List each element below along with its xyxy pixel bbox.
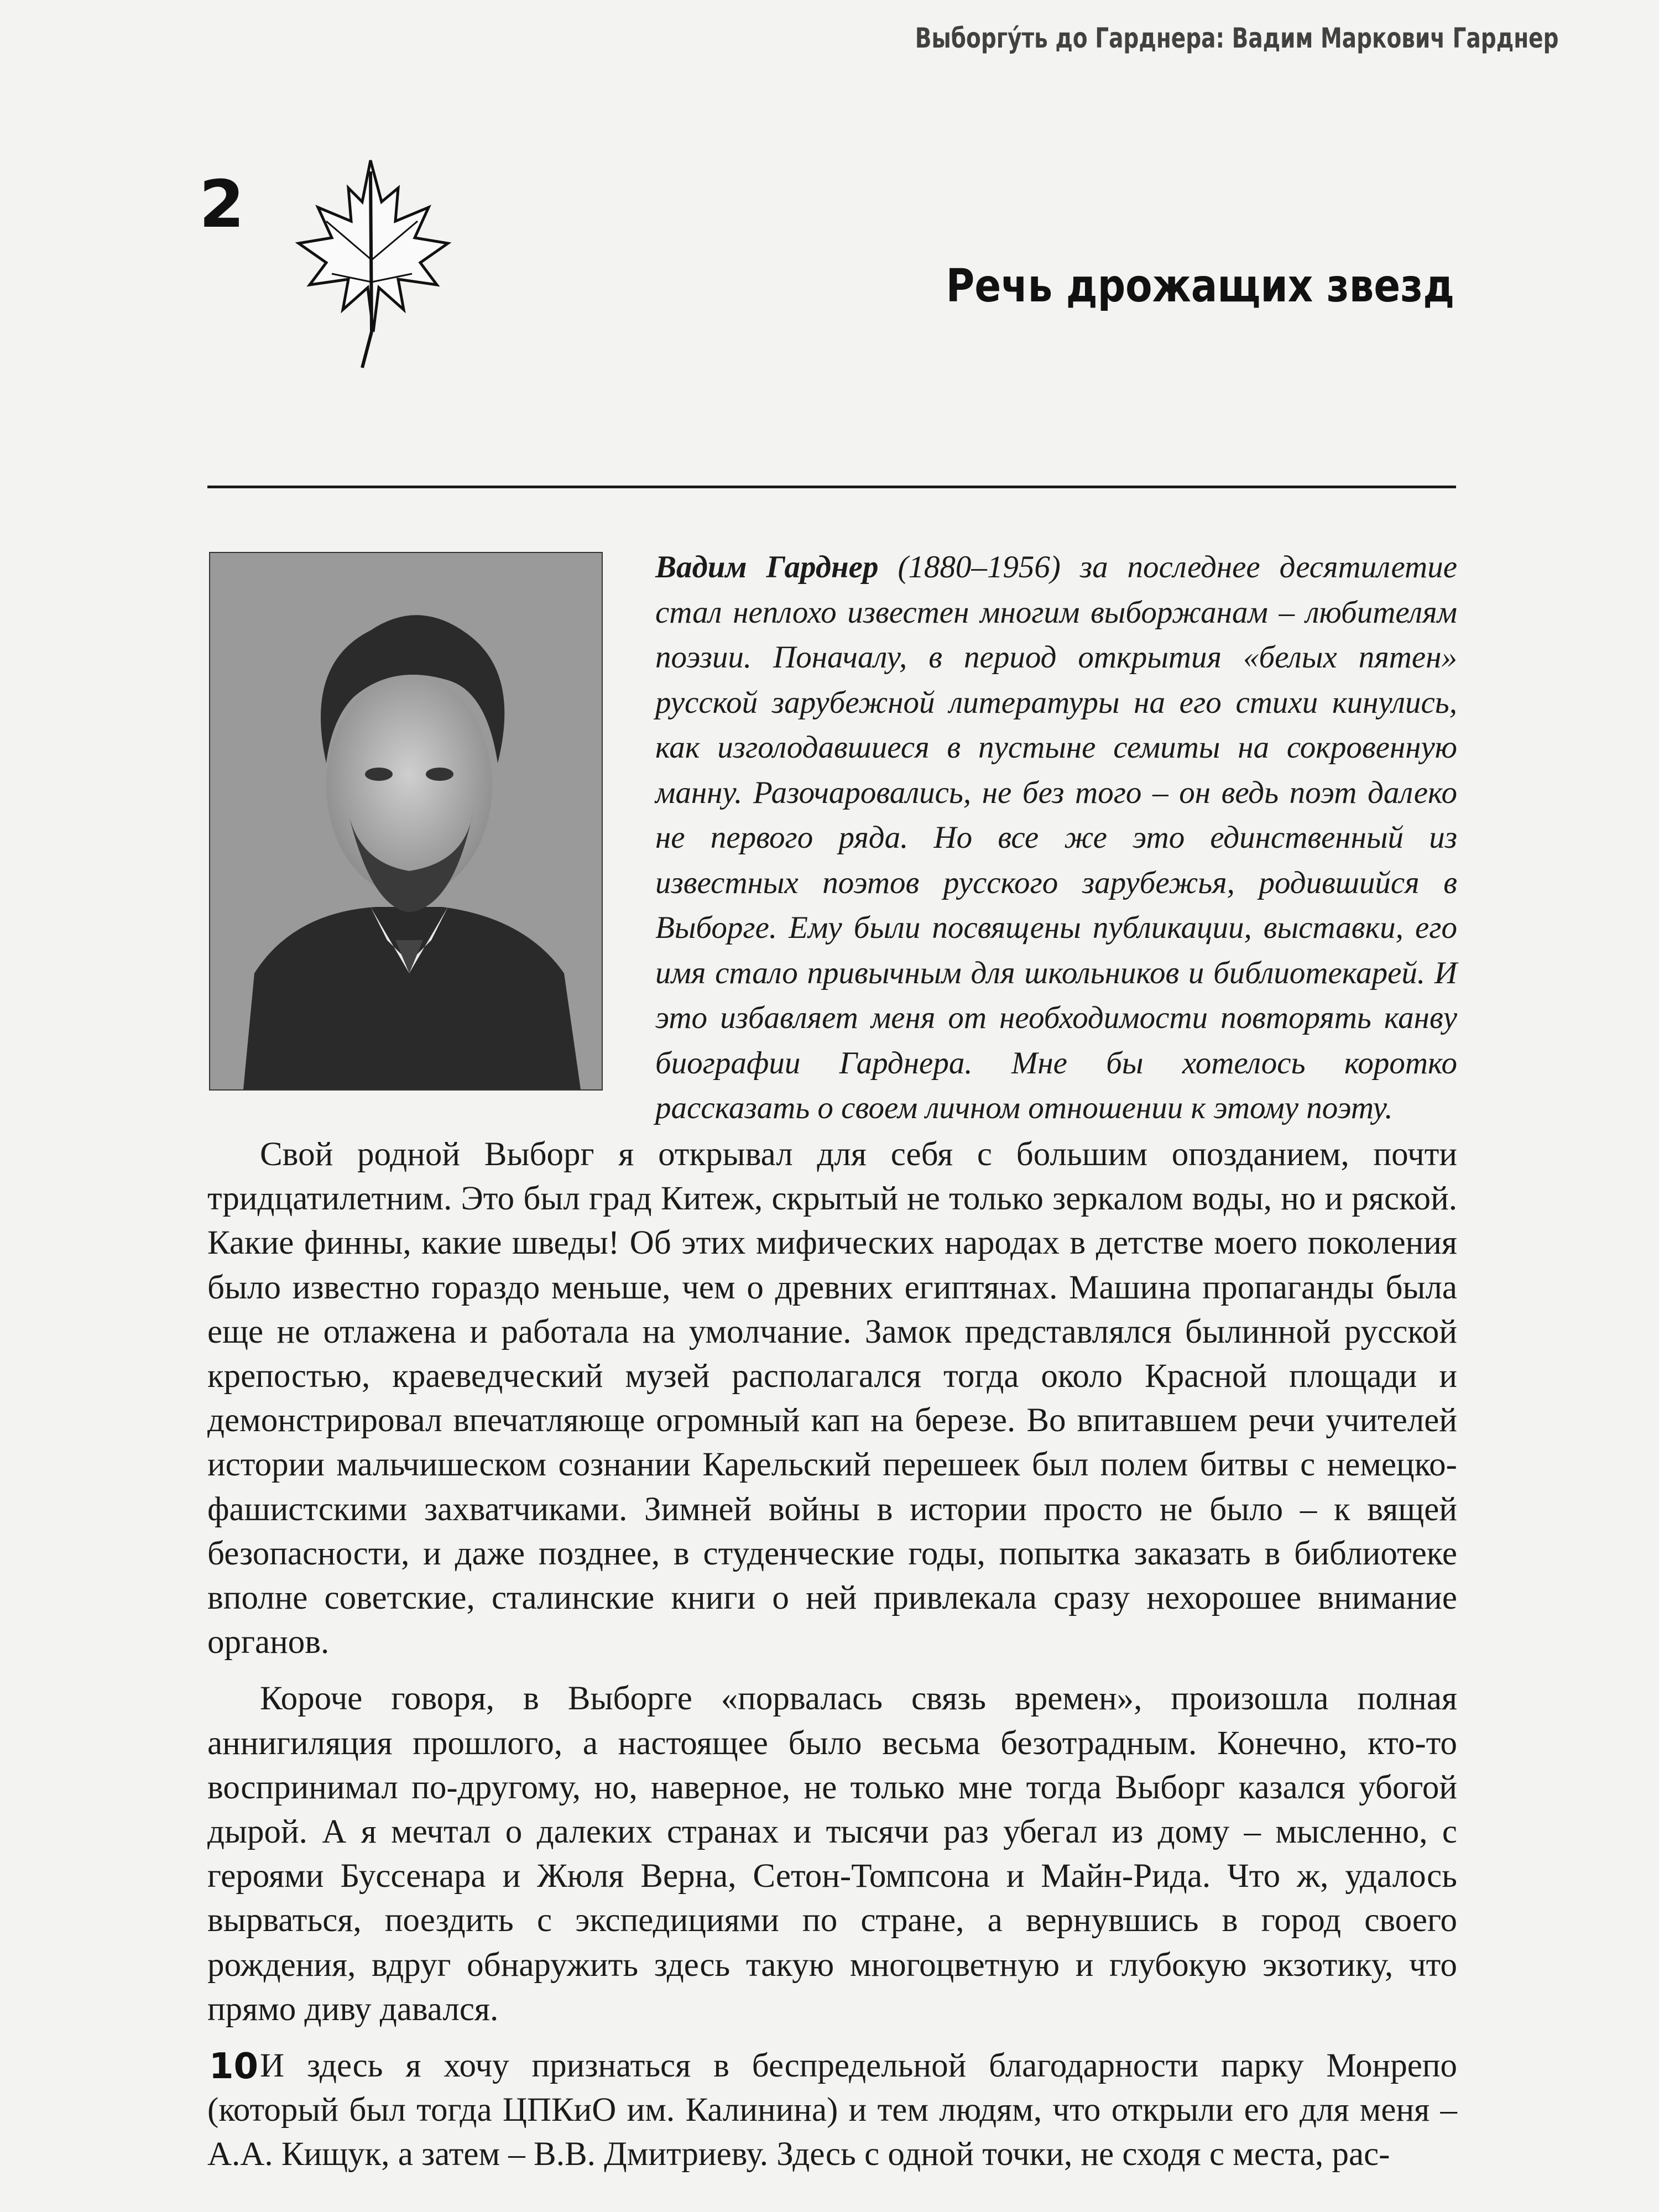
portrait-photo (209, 552, 603, 1091)
chapter-number: 2 (199, 166, 245, 242)
paragraph: Короче говоря, в Выборге «порвалась связь времен», произошла полная аннигиляция прошлого, а настоящее было весьма безотрадным. Конечно, кто-то воспринимал по-другому, но, наверное, не только мне тогда Выборг казался убогой дырой. А я мечтал о далеких странах и тысячи раз убегал из дому – мысленно, с героями Буссенара и Жюля Верна, Сетон-Томпсона и Майн-Рида. Что ж, удалось вырваться, поездить с экспедициями по стране, а вернувшись в город своего рождения, вдруг обнаружить здесь такую многоцветную и глубокую экзотику, что прямо диву давался. (207, 1680, 1457, 2028)
page-number: 10 (209, 2046, 259, 2087)
main-text (207, 1133, 1457, 2189)
chapter-title: Речь дрожащих звезд (946, 260, 1454, 312)
paragraph: Свой родной Выборг я открывал для себя с большим опозданием, почти тридцатилетним. Это был град Китеж, скрытый не только зеркалом воды, но и ряской. Какие финны, какие шведы! Об этих мифических народах в детстве моего поколения было известно гораздо меньше, чем о древних египтянах. Машина пропаганды была еще не отлажена и работала на умолчание. Замок представлялся былинной русской крепостью, краеведческий музей располагался тогда около Красной площади и демонстрировал впечатляюще огромный кап на березе. Во впитавшем речи учителей истории мальчишеском сознании Карельский перешеек был полем битвы с немецко-фашистскими захватчиками. Зимней войны в истории просто не было – к вящей безопасности, и даже позднее, в студенческие годы, попытка заказать в библиотеке вполне советские, сталинские книги о ней привлекала сразу нехорошее внимание органов. (207, 1136, 1457, 1661)
intro-text (655, 545, 1457, 1131)
paragraph: И здесь я хочу признаться в беспредельной благодарности парку Монрепо (который был тогда ЦПКиО им. Калинина) и тем людям, что открыли его для меня – А.А. Кищук, а затем – В.В. Дмитриеву. Здесь с одной точки, не сходя с места, рас- (207, 2047, 1457, 2173)
intro-body: (1880–1956) за последнее десятилетие стал неплохо известен многим выборжанам – любителям поэзии. Поначалу, в период открытия «белых пятен» русской зарубежной литературы на его стихи кинулись, как изголодавшиеся в пустыне семиты на сокровенную манну. Разочаровались, не без того – он ведь поэт далеко не первого ряда. Но все же это единственный из известных поэтов русского зарубежья, родившийся в Выборге. Ему были посвящены публикации, выставки, его имя стало привычным для школьников и библиотекарей. И это избавляет меня от необходимости повторять канву биографии Гарднера. Мне бы хотелось коротко рассказать о своем личном отношении к этому поэту. (655, 550, 1457, 1125)
intro-author: Вадим Гарднер (655, 550, 879, 585)
running-head: Выборгу́ть до Гарднера: Вадим Маркович Гарднер (915, 22, 1559, 54)
divider (207, 486, 1456, 488)
maple-leaf-icon (279, 149, 462, 371)
